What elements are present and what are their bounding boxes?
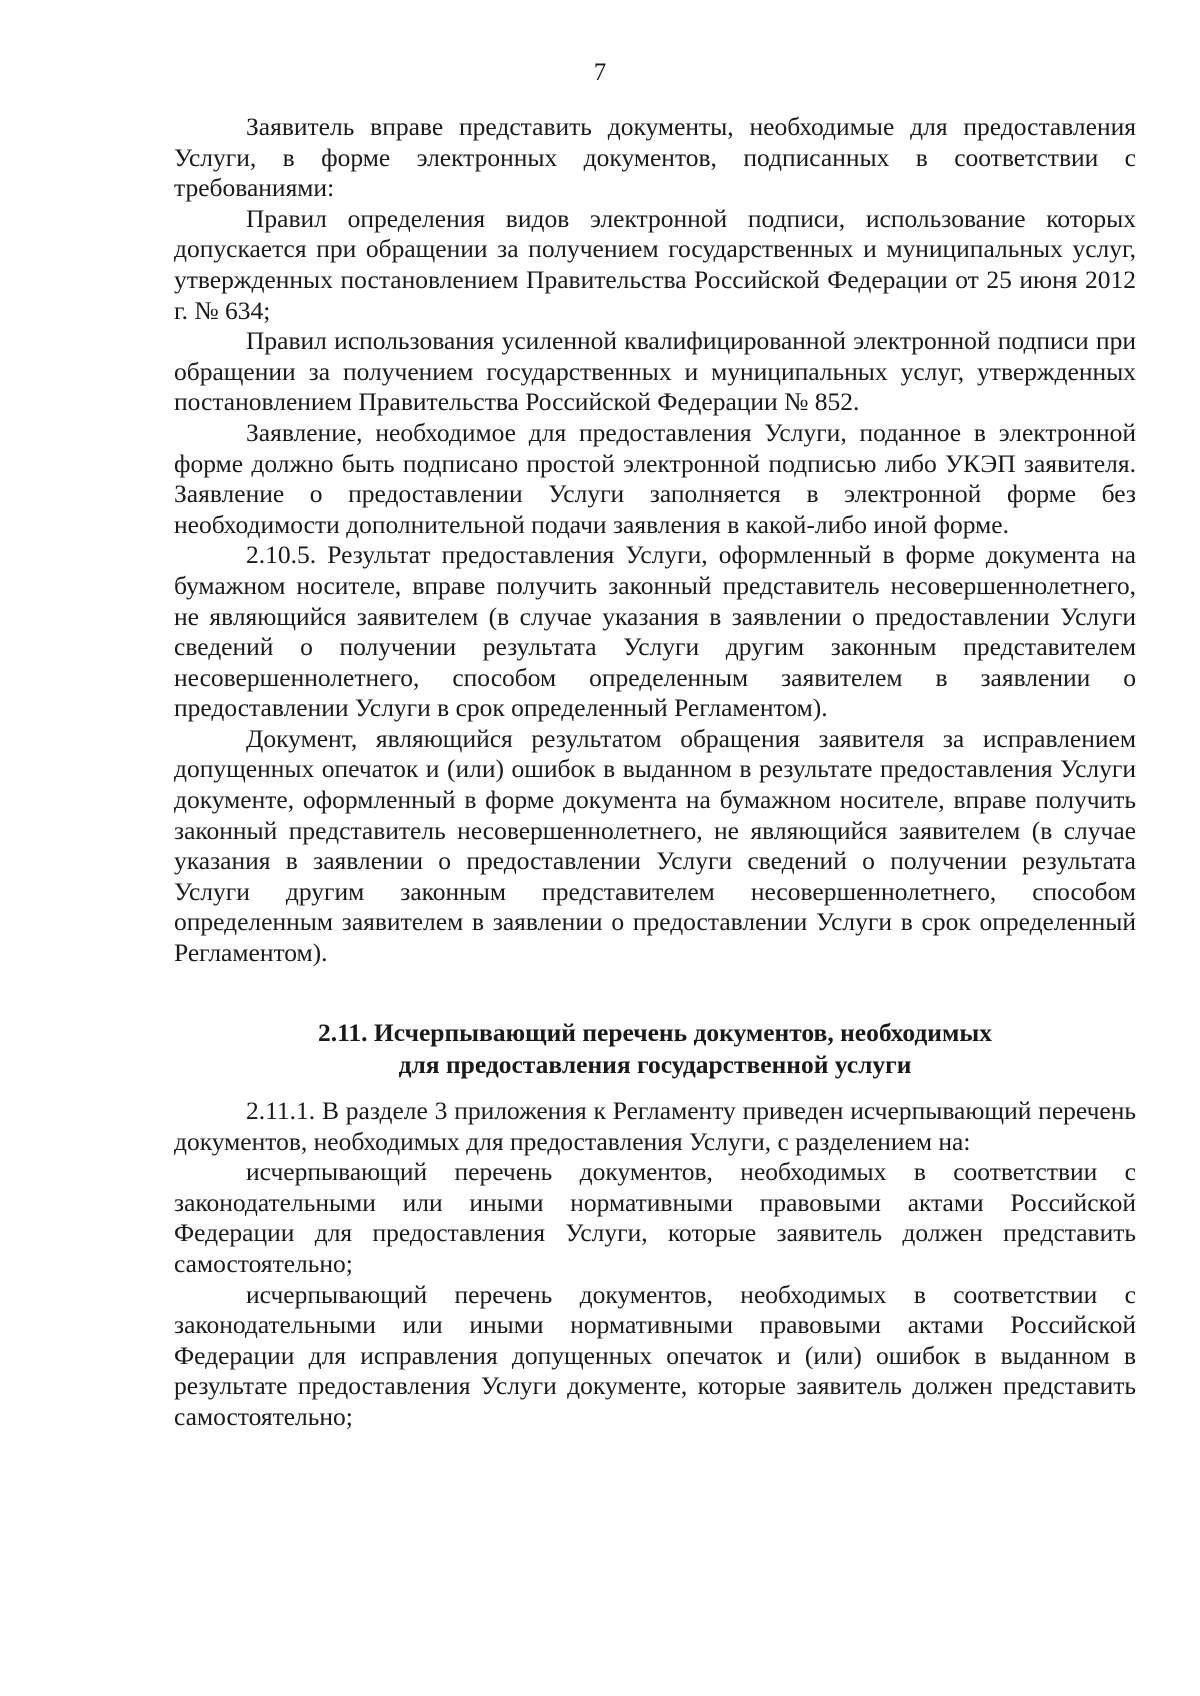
section-body-bottom	[174, 1096, 1136, 1433]
section-body-top	[174, 112, 1136, 969]
heading-line-2: для предоставления государственной услуги	[398, 1050, 912, 1079]
paragraph-application-signature: Заявление, необходимое для предоставления Услуги, поданное в электронной форме должно быть подписано простой электронной подписью либо УКЭП заявителя. Заявление о предоставлении Услуги заполняется в электронной форме без необходимости дополнительной подачи заявления в какой-либо иной форме.	[174, 417, 1136, 539]
heading-line-1: 2.11. Исчерпывающий перечень документов, необходимых	[317, 1018, 993, 1047]
page-number: 7	[593, 59, 607, 86]
paragraph-correction-result: Документ, являющийся результатом обращения заявителя за исправлением допущенных опечаток и (или) ошибок в выданном в результате предоставления Услуги документе, оформленный в форме документа на бумажном носителе, вправе получить законный представитель несовершеннолетнего, не являющийся заявителем (в случае указания в заявлении о предоставлении Услуги сведений о получении результата Услуги другим законным представителем несовершеннолетнего, способом определенным заявителем в заявлении о предоставлении Услуги в срок определенный Регламентом).	[174, 723, 1136, 968]
list-item-documents-for-correction: исчерпывающий перечень документов, необходимых в соответствии с законодательными или иными нормативными правовыми актами Российской Федерации для исправления допущенных опечаток и (или) ошибок в выданном в результате предоставления Услуги документе, которые заявитель должен представить самостоятельно;	[174, 1279, 1136, 1431]
section-heading-2-11	[174, 1017, 1136, 1081]
list-item-documents-for-service: исчерпывающий перечень документов, необходимых в соответствии с законодательными или иными нормативными правовыми актами Российской Федерации для предоставления Услуги, которые заявитель должен представить самостоятельно;	[174, 1157, 1136, 1278]
paragraph-electronic-documents: Заявитель вправе представить документы, необходимые для предоставления Услуги, в форме электронных документов, подписанных в соответствии с требованиями:	[174, 112, 1136, 203]
paragraph-2-10-5: 2.10.5. Результат предоставления Услуги, оформленный в форме документа на бумажном носителе, вправе получить законный представитель несовершеннолетнего, не являющийся заявителем (в случае указания в заявлении о предоставлении Услуги сведений о получении результата Услуги другим законным представителем несовершеннолетнего, способом определенным заявителем в заявлении о предоставлении Услуги в срок определенный Регламентом).	[174, 540, 1136, 723]
paragraph-qualified-signature-rules: Правил использования усиленной квалифицированной электронной подписи при обращении за получением государственных и муниципальных услуг, утвержденных постановлением Правительства Российской Федерации № 852.	[174, 326, 1136, 417]
paragraph-signature-rules: Правил определения видов электронной подписи, использование которых допускается при обращении за получением государственных и муниципальных услуг, утвержденных постановлением Правительства Российской Федерации от 25 июня 2012 г. № 634;	[174, 203, 1136, 325]
paragraph-2-11-1: 2.11.1. В разделе 3 приложения к Регламенту приведен исчерпывающий перечень документов, необходимых для предоставления Услуги, с разделением на:	[174, 1096, 1136, 1156]
